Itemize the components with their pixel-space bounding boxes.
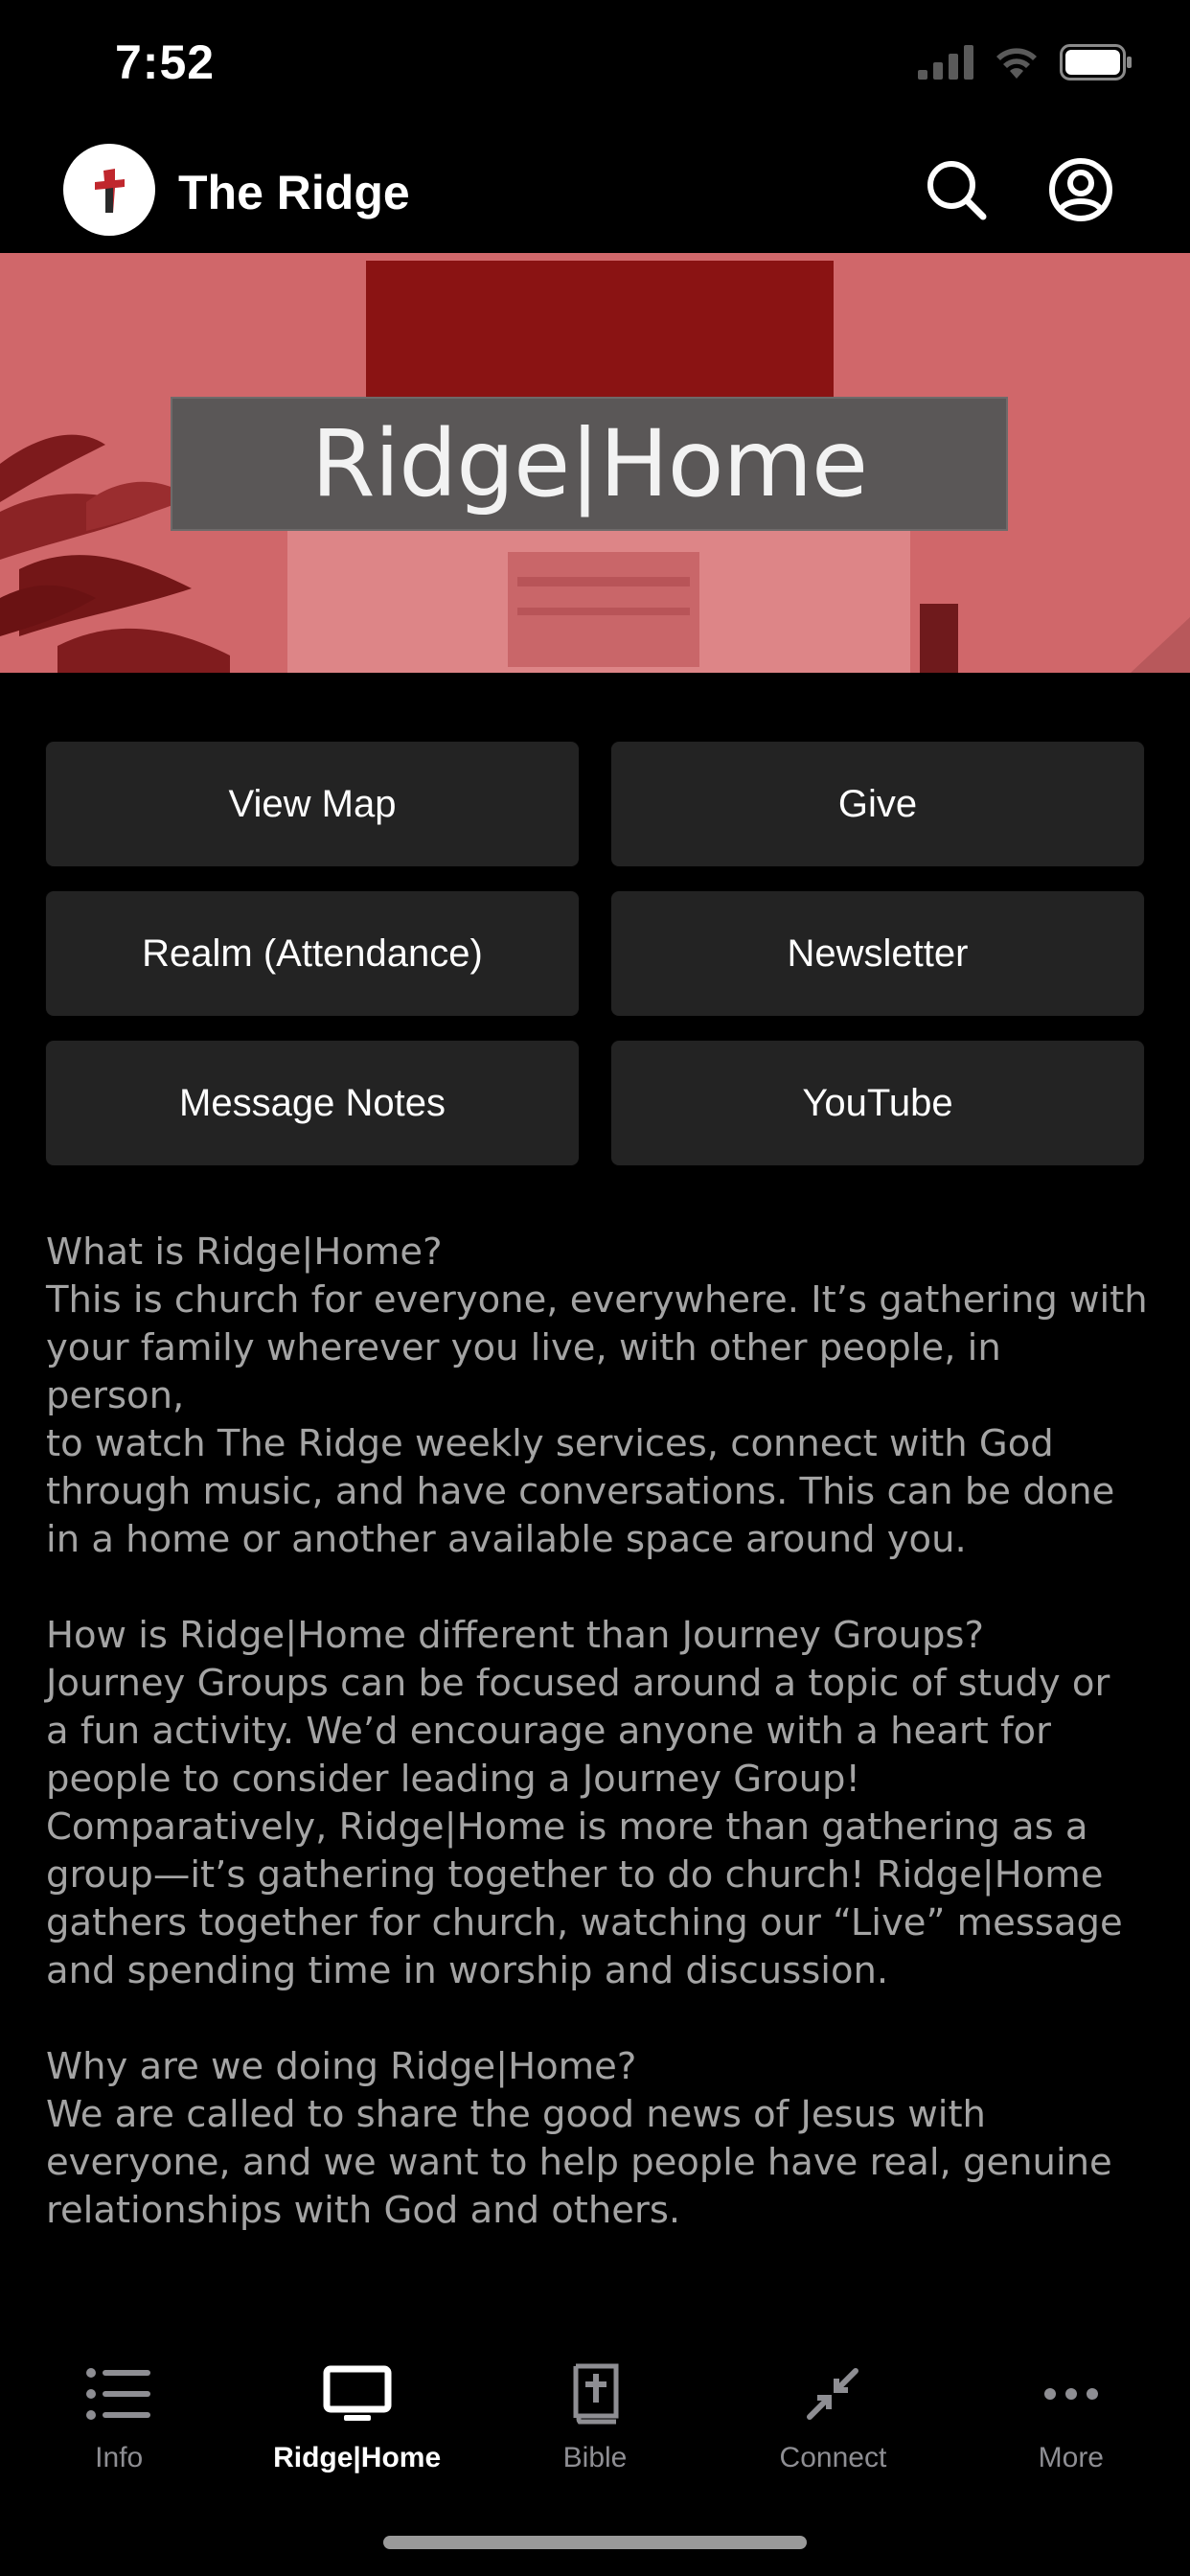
search-button[interactable] xyxy=(922,155,991,224)
tab-ridge-home[interactable] xyxy=(238,2338,475,2492)
tv-icon xyxy=(323,2365,392,2423)
desc-section-why xyxy=(46,2043,1148,2235)
profile-icon xyxy=(1046,155,1115,224)
tab-label: Connect xyxy=(779,2442,887,2473)
bible-icon xyxy=(568,2362,622,2426)
profile-button[interactable] xyxy=(1046,155,1115,224)
desc-line: Comparatively, Ridge|Home is more than gathering as a xyxy=(46,1806,1088,1849)
tab-info[interactable] xyxy=(0,2338,238,2492)
newsletter-button[interactable]: Newsletter xyxy=(611,891,1144,1016)
banner-image xyxy=(0,253,1190,673)
give-button[interactable]: Give xyxy=(611,742,1144,866)
realm-attendance-button[interactable]: Realm (Attendance) xyxy=(46,891,579,1016)
banner-title: Ridge|Home xyxy=(310,410,868,518)
search-icon xyxy=(922,155,991,224)
desc-line: people to consider leading a Journey Group! xyxy=(46,1758,860,1801)
status-time: 7:52 xyxy=(115,35,216,89)
desc-line: your family wherever you live, with other people, in person, xyxy=(46,1326,1001,1417)
desc-line: relationships with God and others. xyxy=(46,2189,681,2232)
desc-heading: How is Ridge|Home different than Journey Groups? xyxy=(46,1614,984,1657)
church-logo xyxy=(63,144,155,236)
status-bar xyxy=(0,0,1190,126)
desc-line: Journey Groups can be focused around a topic of study or xyxy=(46,1662,1110,1705)
wifi-icon xyxy=(993,44,1041,80)
message-notes-button[interactable]: Message Notes xyxy=(46,1041,579,1165)
desc-section-how xyxy=(46,1612,1148,1995)
desc-line: This is church for everyone, everywhere. It’s gathering with xyxy=(46,1278,1148,1322)
view-map-button[interactable]: View Map xyxy=(46,742,579,866)
desc-line: a fun activity. We’d encourage anyone with a heart for xyxy=(46,1710,1051,1753)
tab-label: More xyxy=(1038,2442,1104,2473)
description-text xyxy=(46,1229,1148,2283)
more-icon xyxy=(1042,2386,1100,2402)
desc-line: gathers together for church, watching our “Live” message xyxy=(46,1901,1123,1944)
app-header xyxy=(0,126,1190,253)
desc-line: through music, and have conversations. This can be done xyxy=(46,1470,1115,1513)
banner-title-box xyxy=(171,397,1008,531)
desc-heading: Why are we doing Ridge|Home? xyxy=(46,2045,637,2088)
desc-line: everyone, and we want to help people have real, genuine xyxy=(46,2141,1112,2184)
tab-label: Ridge|Home xyxy=(273,2442,442,2473)
desc-line: group—it’s gathering together to do church! Ridge|Home xyxy=(46,1853,1104,1897)
status-icons xyxy=(918,44,1133,80)
connect-icon xyxy=(804,2365,861,2423)
desc-line: in a home or another available space around you. xyxy=(46,1518,967,1561)
cross-logo-icon xyxy=(80,161,138,218)
app-title: The Ridge xyxy=(178,166,410,219)
desc-line: and spending time in worship and discussion. xyxy=(46,1949,889,1992)
desc-line: to watch The Ridge weekly services, connect with God xyxy=(46,1422,1054,1465)
tab-label: Bible xyxy=(562,2442,628,2473)
desc-line: We are called to share the good news of Jesus with xyxy=(46,2093,986,2136)
battery-icon xyxy=(1060,44,1133,80)
cellular-signal-icon xyxy=(918,45,973,80)
tab-bible[interactable] xyxy=(476,2338,714,2492)
desc-section-what xyxy=(46,1229,1148,1564)
bottom-tab-bar xyxy=(0,2338,1190,2492)
desc-heading: What is Ridge|Home? xyxy=(46,1230,443,1274)
list-icon xyxy=(85,2367,152,2421)
quick-links-grid xyxy=(46,742,1144,1165)
home-indicator[interactable] xyxy=(383,2536,807,2549)
tab-connect[interactable] xyxy=(714,2338,951,2492)
tab-more[interactable] xyxy=(952,2338,1190,2492)
tab-label: Info xyxy=(95,2442,144,2473)
youtube-button[interactable]: YouTube xyxy=(611,1041,1144,1165)
